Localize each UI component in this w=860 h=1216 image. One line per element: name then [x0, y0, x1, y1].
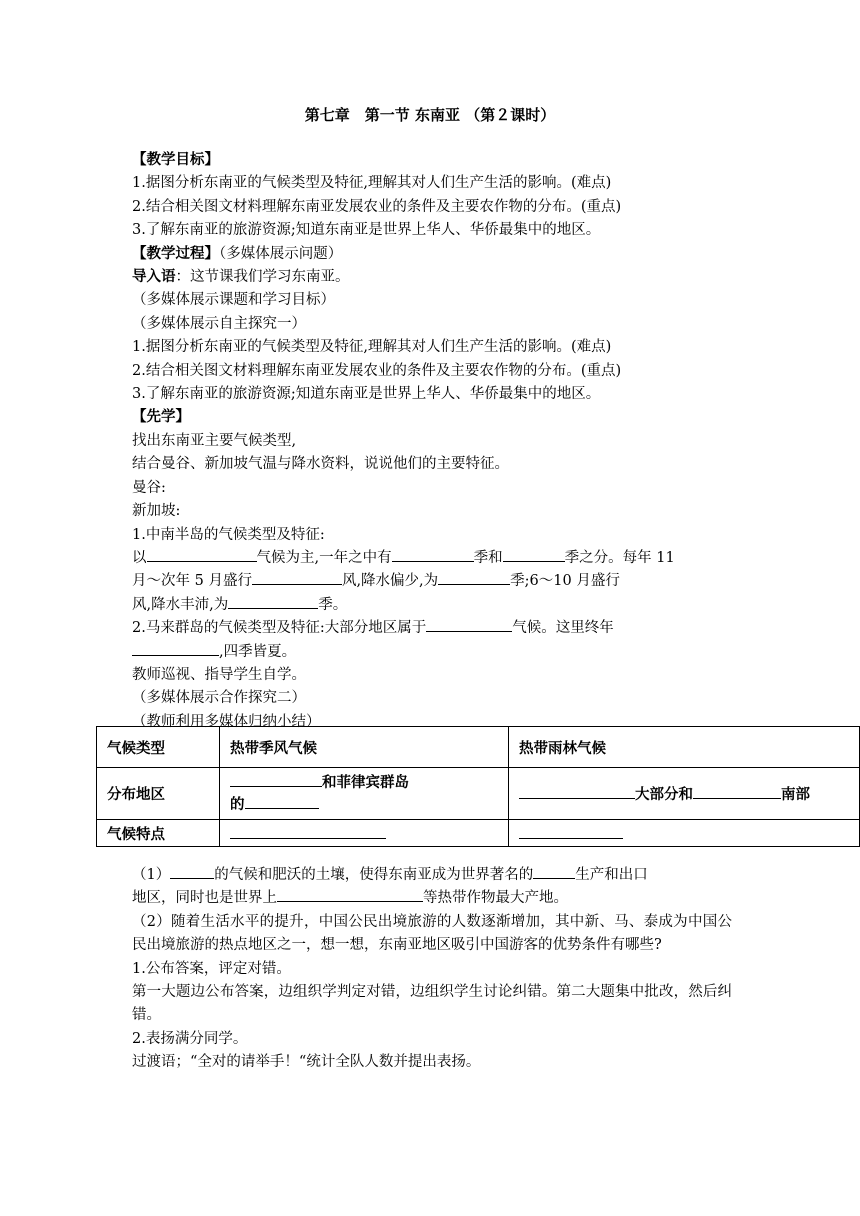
question-2-line-2 — [132, 641, 732, 664]
question-1-line-3 — [132, 594, 732, 617]
process-item: 3.了解东南亚的旅游资源;知道东南亚是世界上华人、华侨最集中的地区。 — [132, 386, 601, 403]
multimedia-note: （教师利用多媒体归纳小结） — [132, 713, 321, 730]
prelearn-heading: 【先学】 — [132, 409, 190, 426]
question-line — [132, 887, 732, 910]
table-row-label: 分布地区 — [97, 768, 220, 820]
singapore-label: 新加坡: — [132, 503, 181, 520]
multimedia-note: （多媒体展示自主探究一） — [132, 315, 306, 332]
prelearn-task: 找出东南亚主要气候类型, — [132, 432, 297, 449]
text: 季;6～10 月盛行 — [510, 573, 620, 590]
intro-text: ：这节课我们学习东南亚。 — [175, 269, 350, 286]
question-1-line-2 — [132, 570, 732, 593]
text: 南部 — [781, 787, 810, 803]
text: 季和 — [473, 549, 503, 566]
step-detail: 第一大题边公布答案，边组织学判定对错，边组织学生讨论纠错。第二大题集中批改，然后纠错。 — [132, 984, 732, 1024]
text: 的 — [230, 796, 245, 813]
lesson-body — [132, 149, 732, 734]
intro-label: 导入语 — [132, 269, 176, 286]
multimedia-note: （多媒体展示合作探究二） — [132, 690, 306, 707]
fill-blank[interactable] — [170, 864, 214, 879]
text: 风,降水丰沛,为 — [132, 596, 229, 613]
table-header-cell: 热带雨林气候 — [509, 727, 860, 768]
text: 月～次年 5 月盛行 — [132, 573, 252, 590]
table-row — [97, 727, 860, 768]
text: 季之分。每年 11 — [564, 549, 675, 566]
table-cell — [509, 768, 860, 820]
process-item: 1.据图分析东南亚的气候类型及特征,理解其对人们生产生活的影响。(难点) — [132, 339, 612, 356]
intro-line — [132, 266, 732, 289]
transition-line: 过渡语；“全对的请举手！“统计全队人数并提出表扬。 — [132, 1054, 481, 1071]
fill-blank[interactable] — [426, 617, 512, 632]
step-line: 1.公布答案，评定对错。 — [132, 960, 291, 977]
table-row — [97, 768, 860, 820]
process-item: 2.结合相关图文材料理解东南亚发展农业的条件及主要农作物的分布。(重点) — [132, 362, 622, 379]
cell-line — [230, 772, 498, 794]
multimedia-note: （多媒体展示课题和学习目标） — [132, 292, 335, 309]
prelearn-task: 结合曼谷、新加坡气温与降水资料，说说他们的主要特征。 — [132, 456, 509, 473]
question-1-title: 1.中南半岛的气候类型及特征: — [132, 526, 325, 543]
fill-blank[interactable] — [277, 887, 423, 902]
table-cell — [509, 820, 860, 847]
step-line: 2.表扬满分同学。 — [132, 1030, 248, 1047]
text: 2.马来群岛的气候类型及特征:大部分地区属于 — [132, 620, 427, 637]
text: 气候为主,一年之中有 — [256, 549, 392, 566]
objective-item: 3.了解东南亚的旅游资源;知道东南亚是世界上华人、华侨最集中的地区。 — [132, 222, 601, 239]
fill-blank[interactable] — [392, 547, 474, 562]
text: ,四季皆夏。 — [219, 643, 297, 660]
fill-blank[interactable] — [533, 864, 575, 879]
table-header-cell: 热带季风气候 — [220, 727, 509, 768]
fill-blank[interactable] — [503, 547, 565, 562]
objective-item: 1.据图分析东南亚的气候类型及特征,理解其对人们生产生活的影响。(难点) — [132, 175, 612, 192]
fill-blank[interactable] — [228, 594, 318, 609]
objective-item: 2.结合相关图文材料理解东南亚发展农业的条件及主要农作物的分布。(重点) — [132, 198, 622, 215]
text: 生产和出口 — [575, 867, 648, 883]
fill-blank[interactable] — [693, 784, 781, 799]
fill-blank[interactable] — [438, 570, 510, 585]
lesson-title: 第七章 第一节 东南亚 （第２课时） — [304, 106, 556, 124]
table-cell — [220, 768, 509, 820]
question-2-line-1 — [132, 617, 732, 640]
climate-table — [96, 726, 860, 847]
fill-blank[interactable] — [132, 641, 219, 656]
fill-blank[interactable] — [519, 824, 623, 839]
fill-blank[interactable] — [245, 794, 319, 809]
process-heading-note: （多媒体展示问题） — [219, 245, 343, 262]
process-heading: 【教学过程】 — [132, 245, 219, 262]
text: 以 — [132, 549, 147, 566]
fill-blank[interactable] — [147, 547, 257, 562]
question-paragraph: （2）随着生活水平的提升，中国公民出境旅游的人数逐渐增加，其中新、马、泰成为中国公民出境旅游的热点地区之一，想一想，东南亚地区吸引中国游客的优势条件有哪些? — [132, 913, 732, 954]
text: 风,降水偏少,为 — [341, 573, 439, 590]
question-line — [132, 864, 732, 887]
table-row — [97, 820, 860, 847]
text: 的气候和肥沃的土壤，使得东南亚成为世界著名的 — [214, 867, 534, 883]
fill-blank[interactable] — [519, 784, 635, 799]
objectives-heading: 【教学目标】 — [132, 152, 219, 168]
text: （1） — [132, 867, 171, 883]
table-row-label: 气候特点 — [97, 820, 220, 847]
text: 气候。这里终年 — [512, 620, 614, 637]
cell-line — [230, 794, 498, 816]
bangkok-label: 曼谷: — [132, 479, 166, 496]
fill-blank[interactable] — [230, 824, 386, 839]
text: 和菲律宾群岛 — [322, 774, 409, 791]
text: 地区，同时也是世界上 — [132, 890, 277, 907]
text: 季。 — [318, 596, 348, 613]
teacher-note: 教师巡视、指导学生自学。 — [132, 666, 306, 683]
lesson-body-continued — [132, 864, 732, 1075]
question-1-line-1 — [132, 547, 732, 570]
fill-blank[interactable] — [230, 772, 322, 787]
text: 等热带作物最大产地。 — [423, 890, 568, 907]
fill-blank[interactable] — [252, 570, 342, 585]
process-heading-line — [132, 243, 732, 266]
table-cell — [220, 820, 509, 847]
text: 大部分和 — [635, 787, 693, 803]
table-header-cell: 气候类型 — [97, 727, 220, 768]
